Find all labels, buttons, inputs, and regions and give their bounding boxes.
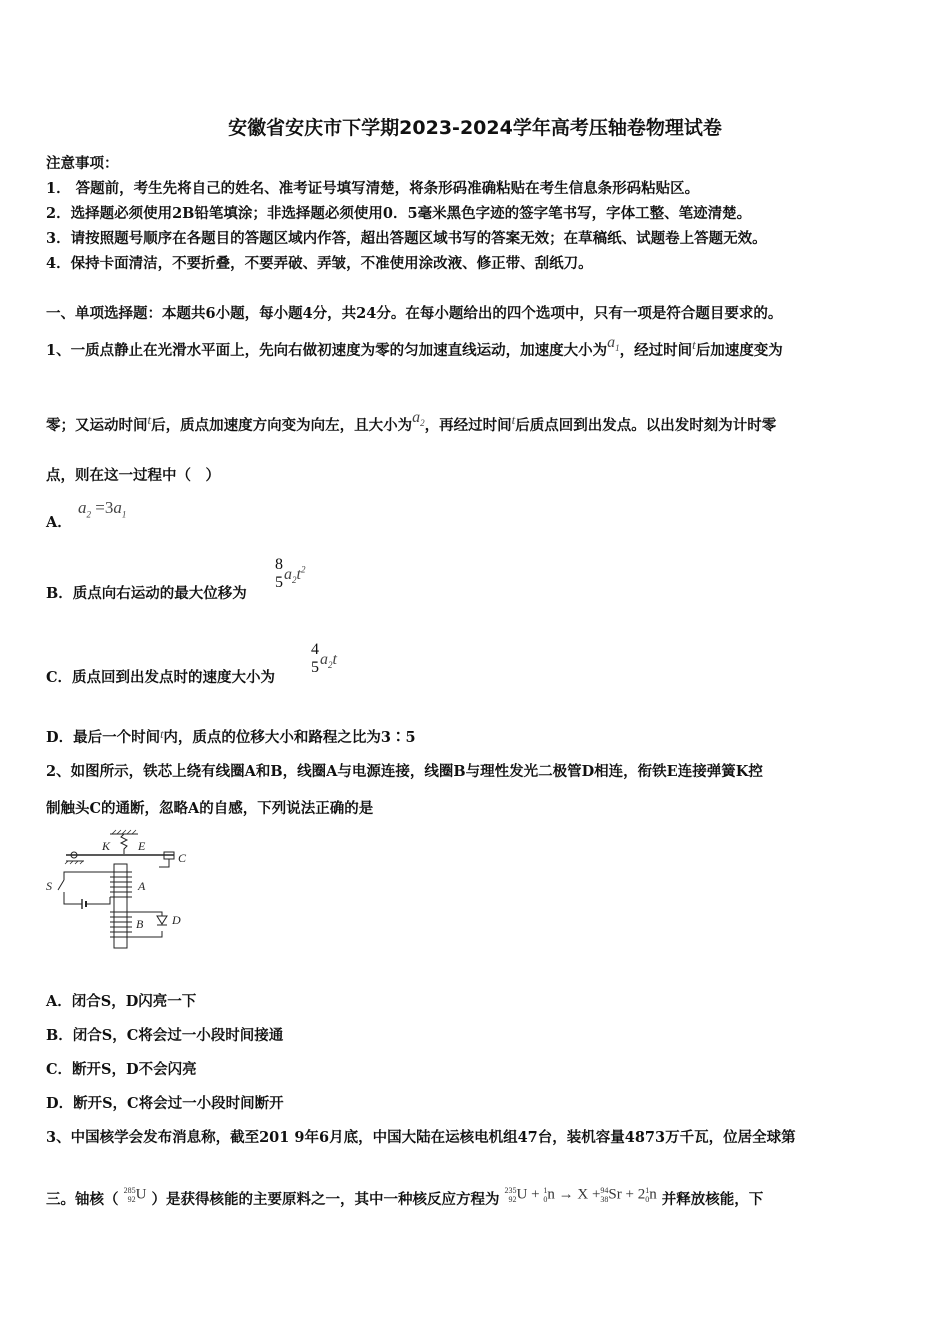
q2-option-c[interactable]: C．断开S，D不会闪亮	[46, 1061, 197, 1078]
q1-option-a[interactable]: A．	[46, 514, 72, 531]
q1-option-d[interactable]: D．最后一个时间$^t$内，质点的位移大小和路程之比为3∶5	[46, 727, 416, 746]
notice-heading: 注意事项：	[46, 155, 119, 172]
page-title: 安徽省安庆市下学期2023-2024学年高考压轴卷物理试卷	[228, 117, 722, 139]
q1-line2: 零；又运动时间t后，质点加速度方向变为向左，且大小为$a_2$，再经过时间t后质点回到出发点。以出发时刻为计时零	[46, 409, 777, 434]
q2-option-d[interactable]: D．断开S，C将会过一小段时间断开	[46, 1095, 284, 1112]
notice-item: 1． 答题前，考生先将自己的姓名、准考证号填写清楚，将条形码准确粘贴在考生信息条形码粘贴区。	[46, 180, 700, 197]
q1-option-b-formula: 8 5 $a_2t^2$	[275, 556, 306, 591]
label-b: B	[136, 917, 144, 931]
q1-option-c-formula: 4 5 $a_2t$	[311, 641, 337, 676]
circuit-diagram	[44, 828, 194, 952]
label-a: A	[138, 879, 146, 893]
q1-option-b[interactable]: B．质点向右运动的最大位移为	[46, 585, 247, 602]
q3-line2: 三。铀核（ 285 92 U ）是获得核能的主要原料之一，其中一种核反应方程为 235 92 U + 1 0 n → X + 94 38 Sr + 2 1 0 n 并释放核能，下	[46, 1185, 764, 1208]
label-c: C	[178, 851, 187, 865]
q2-line1: 2、如图所示，铁芯上绕有线圈A和B，线圈A与电源连接，线圈B与理性发光二极管D相连，衔铁E连接弹簧K控	[46, 763, 763, 780]
q2-line2: 制触头C的通断，忽略A的自感，下列说法正确的是	[46, 800, 374, 817]
q1-option-a-equation: $a_2 =3a_1$	[78, 498, 127, 520]
notice-item: 3．请按照题号顺序在各题目的答题区域内作答，超出答题区域书写的答案无效；在草稿纸、试题卷上答题无效。	[46, 230, 767, 247]
notice-item: 4．保持卡面清洁，不要折叠，不要弄破、弄皱，不准使用涂改液、修正带、刮纸刀。	[46, 255, 593, 272]
q1-option-c[interactable]: C．质点回到出发点时的速度大小为	[46, 669, 276, 686]
label-s: S	[46, 879, 52, 893]
section-heading: 一、单项选择题：本题共6小题，每小题4分，共24分。在每小题给出的四个选项中，只有一项是符合题目要求的。	[46, 305, 783, 322]
q3-line1: 3、中国核学会发布消息称，截至201 9年6月底，中国大陆在运核电机组47台，装机容量4873万千瓦，位居全球第	[46, 1129, 796, 1146]
q1-line1: 1、一质点静止在光滑水平面上，先向右做初速度为零的匀加速直线运动，加速度大小为$a_1$，经过时间t后加速度变为	[46, 334, 783, 359]
q2-option-a[interactable]: A．闭合S，D闪亮一下	[46, 993, 197, 1010]
label-k: K	[102, 839, 111, 853]
label-d: D	[172, 913, 181, 927]
notice-item: 2．选择题必须使用2B铅笔填涂；非选择题必须使用0．5毫米黑色字迹的签字笔书写，字体工整、笔迹清楚。	[46, 205, 752, 222]
q2-option-b[interactable]: B．闭合S，C将会过一小段时间接通	[46, 1027, 284, 1044]
q1-line3: 点，则在这一过程中（ ）	[46, 467, 220, 484]
label-e: E	[138, 839, 146, 853]
